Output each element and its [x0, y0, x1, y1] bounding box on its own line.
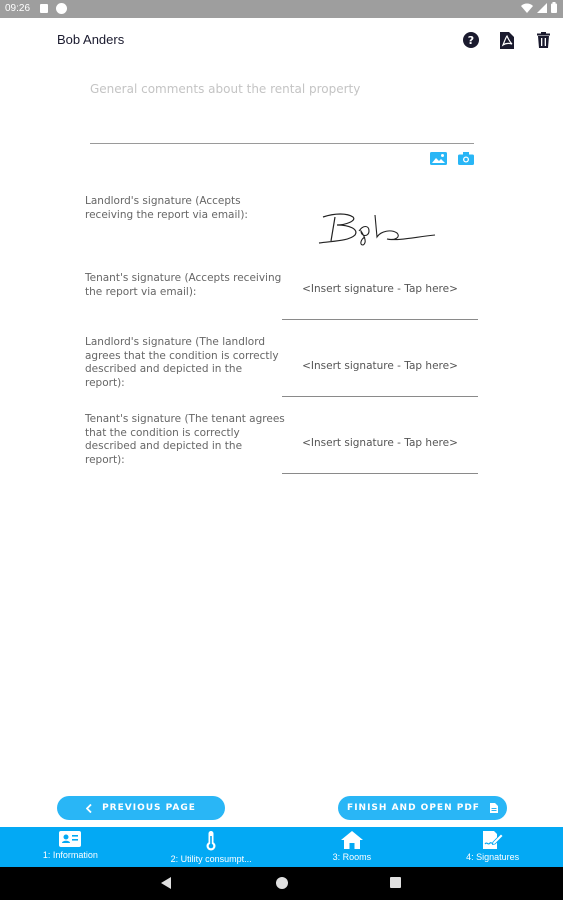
landlord-condition-signature-label: Landlord's signature (The landlord agrees that the condition is correctly described and depicted in the report):	[85, 336, 279, 389]
bottom-navigation	[0, 827, 563, 867]
document-icon	[490, 803, 498, 813]
tenant-condition-signature-label: Tenant's signature (The tenant agrees that the condition is correctly described and depicted in the report):	[85, 413, 285, 466]
status-bar	[0, 0, 563, 18]
wifi-icon	[521, 3, 533, 13]
chevron-left-icon	[86, 804, 92, 813]
recents-icon[interactable]	[390, 877, 401, 888]
landlord-condition-signature-box[interactable]: <Insert signature - Tap here>	[282, 335, 478, 397]
pdf-icon[interactable]	[497, 30, 517, 50]
status-time: 09:26	[5, 3, 31, 14]
landlord-email-signature-label: Landlord's signature (Accepts receiving the report via email):	[85, 195, 248, 221]
delete-icon[interactable]	[533, 30, 553, 50]
battery-icon	[551, 2, 557, 13]
landlord-email-signature-box[interactable]	[282, 196, 478, 258]
tab-information[interactable]	[0, 827, 141, 867]
id-card-icon	[59, 831, 81, 847]
notification-icon	[40, 4, 48, 13]
tab-utility-consumption-label: 2: Utility consumpt...	[170, 854, 252, 864]
tab-signatures[interactable]	[422, 827, 563, 867]
system-navigation-bar	[0, 867, 563, 900]
tab-utility-consumption[interactable]	[141, 827, 282, 867]
signal-icon	[537, 3, 547, 13]
home-button-icon[interactable]	[276, 877, 288, 889]
svg-text:?: ?	[467, 34, 475, 47]
tab-signatures-label: 4: Signatures	[466, 852, 520, 862]
page-title: Bob Anders	[57, 32, 125, 47]
finish-open-pdf-button[interactable]	[338, 796, 507, 820]
tab-rooms-label: 3: Rooms	[332, 852, 372, 862]
handwritten-signature	[315, 207, 445, 247]
camera-icon[interactable]	[458, 150, 476, 164]
finish-open-pdf-label: FINISH AND OPEN PDF	[347, 803, 480, 813]
tab-information-label: 1: Information	[42, 850, 98, 860]
thermometer-icon	[205, 831, 217, 851]
gallery-icon[interactable]	[430, 150, 448, 164]
comments-input[interactable]	[90, 82, 474, 96]
comments-field[interactable]	[90, 78, 474, 144]
help-icon[interactable]	[461, 30, 481, 50]
app-notification-icon	[56, 3, 67, 14]
home-icon	[341, 831, 363, 849]
tenant-condition-signature-box[interactable]: <Insert signature - Tap here>	[282, 412, 478, 474]
signature-icon	[483, 831, 503, 849]
tab-rooms[interactable]	[282, 827, 423, 867]
previous-page-label: PREVIOUS PAGE	[102, 803, 196, 813]
tenant-email-signature-label: Tenant's signature (Accepts receiving the report via email):	[85, 272, 282, 298]
previous-page-button[interactable]	[57, 796, 225, 820]
back-icon[interactable]	[161, 877, 172, 889]
tenant-email-signature-box[interactable]: <Insert signature - Tap here>	[282, 258, 478, 320]
